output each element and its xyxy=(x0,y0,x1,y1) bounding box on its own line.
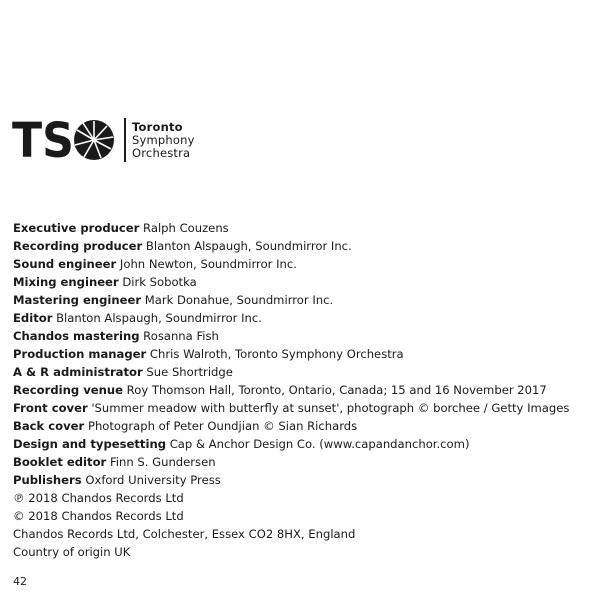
credit-label: Publishers xyxy=(13,473,82,487)
tso-logo xyxy=(12,116,195,164)
credit-mixing-engineer xyxy=(13,273,593,291)
credit-production-manager xyxy=(13,345,593,363)
credit-value: Ralph Couzens xyxy=(139,221,229,235)
credit-value: © 2018 Chandos Records Ltd xyxy=(13,509,184,523)
credit-label: Booklet editor xyxy=(13,455,107,469)
credit-phonographic-copyright xyxy=(13,489,593,507)
credit-value: Photograph of Peter Oundjian © Sian Richards xyxy=(84,419,358,433)
credit-sound-engineer xyxy=(13,255,593,273)
credit-executive-producer xyxy=(13,219,593,237)
credit-label: Mixing engineer xyxy=(13,275,119,289)
credit-label: Editor xyxy=(13,311,53,325)
credit-value: Chris Walroth, Toronto Symphony Orchestra xyxy=(146,347,404,361)
credit-address xyxy=(13,525,593,543)
credit-label: A & R administrator xyxy=(13,365,143,379)
tso-logo-initials: TS xyxy=(12,118,74,162)
credits-list xyxy=(13,219,593,561)
logo-wordmark-line-3: Orchestra xyxy=(132,145,191,160)
logo-divider xyxy=(124,118,126,162)
logo-wordmark-line-1: Toronto xyxy=(132,119,183,134)
credit-ar-administrator xyxy=(13,363,593,381)
credit-value: Chandos Records Ltd, Colchester, Essex CO2 8HX, England xyxy=(13,527,356,541)
credit-value: Mark Donahue, Soundmirror Inc. xyxy=(141,293,334,307)
credit-value: ℗ 2018 Chandos Records Ltd xyxy=(13,491,184,505)
credit-recording-venue xyxy=(13,381,593,399)
credit-label: Mastering engineer xyxy=(13,293,142,307)
credit-value: Finn S. Gundersen xyxy=(106,455,216,469)
credit-value: Dirk Sobotka xyxy=(118,275,197,289)
credit-value: Sue Shortridge xyxy=(142,365,233,379)
credit-country-of-origin xyxy=(13,543,593,561)
credit-label: Design and typesetting xyxy=(13,437,167,451)
logo-wordmark xyxy=(132,121,195,160)
tso-logo-mark xyxy=(12,118,116,162)
credit-recording-producer xyxy=(13,237,593,255)
credit-value: Blanton Alspaugh, Soundmirror Inc. xyxy=(142,239,352,253)
logo-wordmark-line-2: Symphony xyxy=(132,132,195,147)
credit-value: Blanton Alspaugh, Soundmirror Inc. xyxy=(52,311,262,325)
credit-label: Executive producer xyxy=(13,221,140,235)
credit-value: Rosanna Fish xyxy=(139,329,219,343)
credit-label: Production manager xyxy=(13,347,147,361)
credit-label: Back cover xyxy=(13,419,85,433)
credit-value: Roy Thomson Hall, Toronto, Ontario, Canada; 15 and 16 November 2017 xyxy=(123,383,547,397)
credit-value: Oxford University Press xyxy=(81,473,221,487)
credit-label: Front cover xyxy=(13,401,88,415)
credit-value: Country of origin UK xyxy=(13,545,131,559)
credit-editor xyxy=(13,309,593,327)
credit-value: Cap & Anchor Design Co. (www.capandanchor.com) xyxy=(166,437,470,451)
credit-booklet-editor xyxy=(13,453,593,471)
credit-label: Chandos mastering xyxy=(13,329,140,343)
credit-front-cover xyxy=(13,399,593,417)
page-number: 42 xyxy=(13,575,27,588)
credit-mastering-engineer xyxy=(13,291,593,309)
credit-publishers xyxy=(13,471,593,489)
credit-label: Recording venue xyxy=(13,383,123,397)
credit-value: John Newton, Soundmirror Inc. xyxy=(116,257,297,271)
credit-label: Sound engineer xyxy=(13,257,117,271)
starburst-circle-icon xyxy=(74,120,114,160)
credit-chandos-mastering xyxy=(13,327,593,345)
credit-design-typesetting xyxy=(13,435,593,453)
credit-label: Recording producer xyxy=(13,239,143,253)
credit-back-cover xyxy=(13,417,593,435)
credit-value: 'Summer meadow with butterfly at sunset', photograph © borchee / Getty Images xyxy=(87,401,570,415)
credit-copyright xyxy=(13,507,593,525)
